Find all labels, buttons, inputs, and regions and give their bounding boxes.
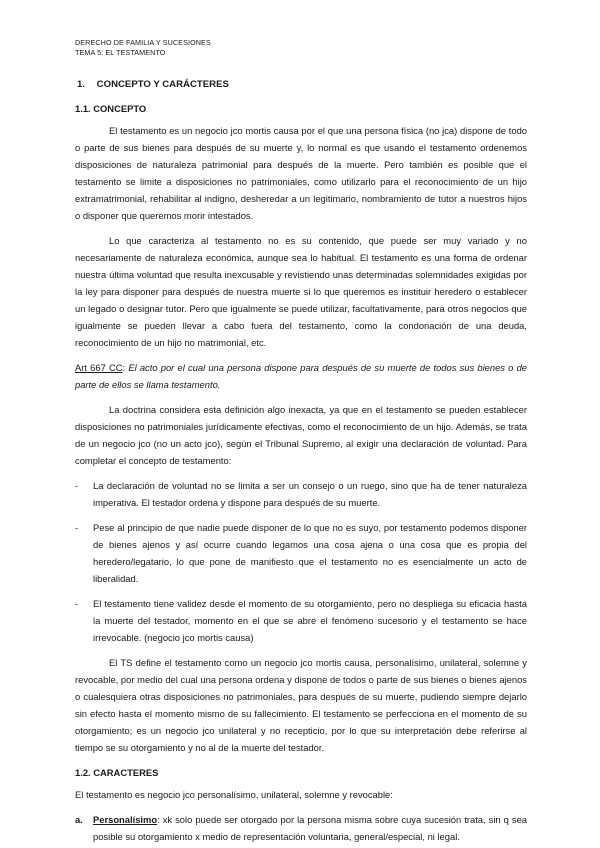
running-header: [75, 38, 527, 58]
item-term: Personalísimo: [93, 814, 158, 825]
bullet-text: La declaración de voluntad no se limita a ser un consejo o un ruego, sino que ha de tener naturaleza imperativa. El testador ordena y dispone para después de su muerte.: [93, 480, 527, 508]
header-subject: DERECHO DE FAMILIA Y SUCESIONES: [75, 38, 211, 47]
concept-paragraph-4: El TS define el testamento como un negocio jco mortis causa, personalísimo, unilateral, solemne y revocable, por medio del cual una persona ordena y dispone de todos o parte de sus bienes o bienes ajenos o cualesquiera otras disposiciones no patrimoniales, para después de su muerte, pudiendo siempre dejarlo sin efecto hasta el momento mismo de su fallecimiento. El testamento se perfecciona en el momento de su otorgamiento; es un negocio jco unilateral y no recepticio, por lo que su interpretación debe referirse al tiempo se su otorgamiento y no al de la muerte del testador.: [75, 657, 527, 753]
document-page: [75, 38, 527, 845]
item-marker: a.: [75, 814, 83, 825]
item-text: : xk solo puede ser otorgado por la persona misma sobre cuya sucesión trata, sin q sea posible su otorgamiento x medio de representación voluntaria, general/especial, ni legal.: [93, 814, 527, 842]
bullet-text: El testamento tiene validez desde el momento de su otorgamiento, pero no despliega su eficacia hasta la muerte del testador, momento en el que se abre el fenómeno sucesorio y el testamento se hace irrevocable. (negocio jco mortis causa): [93, 598, 527, 643]
concept-paragraph-2: Lo que caracteriza al testamento no es su contenido, que puede ser muy variado y no necesariamente de naturaleza económica, aunque sea lo habitual. El testamento es una forma de ordenar nuestra última voluntad que resulta inexcusable y revistiendo unas determinadas solemnidades exigidas por la ley para disponer para después de nuestra muerte si lo que queremos es instituir heredero o establecer un legado o designar tutor. Pero que igualmente se puede utilizar, facultativamente, para otros negocios que igualmente se pueden llevar a cabo fuera del testamento, como la condonación de una deuda, reconocimiento de un hijo no matrimonial, etc.: [75, 235, 527, 348]
article-separator: :: [122, 362, 129, 373]
article-citation: [75, 359, 527, 393]
concept-paragraph-1: El testamento es un negocio jco mortis causa por el que una persona física (no jca) dispone de todo o parte de sus bienes para después de su muerte y, lo normal es que usando el testamento ordenemos disposiciones de naturaleza patrimonial para después de la muerte. Pero también es posible que el testamento se limite a disposiciones no patrimoniales, como utilizarlo para el reconocimiento de un hijo extramatrimonial, rehabilitar al indigno, desheredar a un legitimario, nombramiento de tutor a nuestros hijos o disponer que queremos morir intestados.: [75, 125, 527, 221]
characters-item-a: [75, 811, 527, 845]
section-1-2-heading: 1.2. CARACTERES: [75, 767, 159, 778]
header-topic: TEMA 5: EL TESTAMENTO: [75, 48, 166, 57]
list-item: [75, 595, 527, 646]
section-1-title: CONCEPTO Y CARÁCTERES: [96, 79, 229, 90]
article-quote: El acto por el cual una persona dispone para después de su muerte de todos sus bienes o de parte de ellos se llama testamento.: [75, 362, 528, 390]
list-item: [75, 477, 527, 511]
bullet-marker: -: [75, 480, 79, 491]
bullet-marker: -: [75, 522, 79, 533]
bullet-text: Pese al principio de que nadie puede disponer de lo que no es suyo, por testamento podemos disponer de bienes ajenos y así ocurre cuando legamos una cosa ajena o una cosa que es propia del heredero/legatario, lo que pone de manifiesto que el testamento no es esencialmente un acto de liberalidad.: [93, 522, 527, 584]
section-1-heading: [75, 76, 527, 93]
section-1-number: 1.: [77, 79, 86, 90]
concept-bullet-list: [75, 477, 527, 646]
article-reference: Art 667 CC: [75, 362, 123, 373]
list-item: [75, 519, 527, 587]
section-1-1-heading: 1.1. CONCEPTO: [75, 103, 147, 114]
concept-paragraph-3: La doctrina considera esta definición algo inexacta, ya que en el testamento se pueden establecer disposiciones no patrimoniales jurídicamente efectivas, como el reconocimiento de un hijo. Además, se trata de un negocio jco (no un acto jco), según el Tribunal Supremo, al exigir una declaración de voluntad. Para completar el concepto de testamento:: [75, 404, 527, 466]
characters-intro: El testamento es negocio jco personalísimo, unilateral, solemne y revocable:: [75, 789, 393, 800]
bullet-marker: -: [75, 598, 79, 609]
